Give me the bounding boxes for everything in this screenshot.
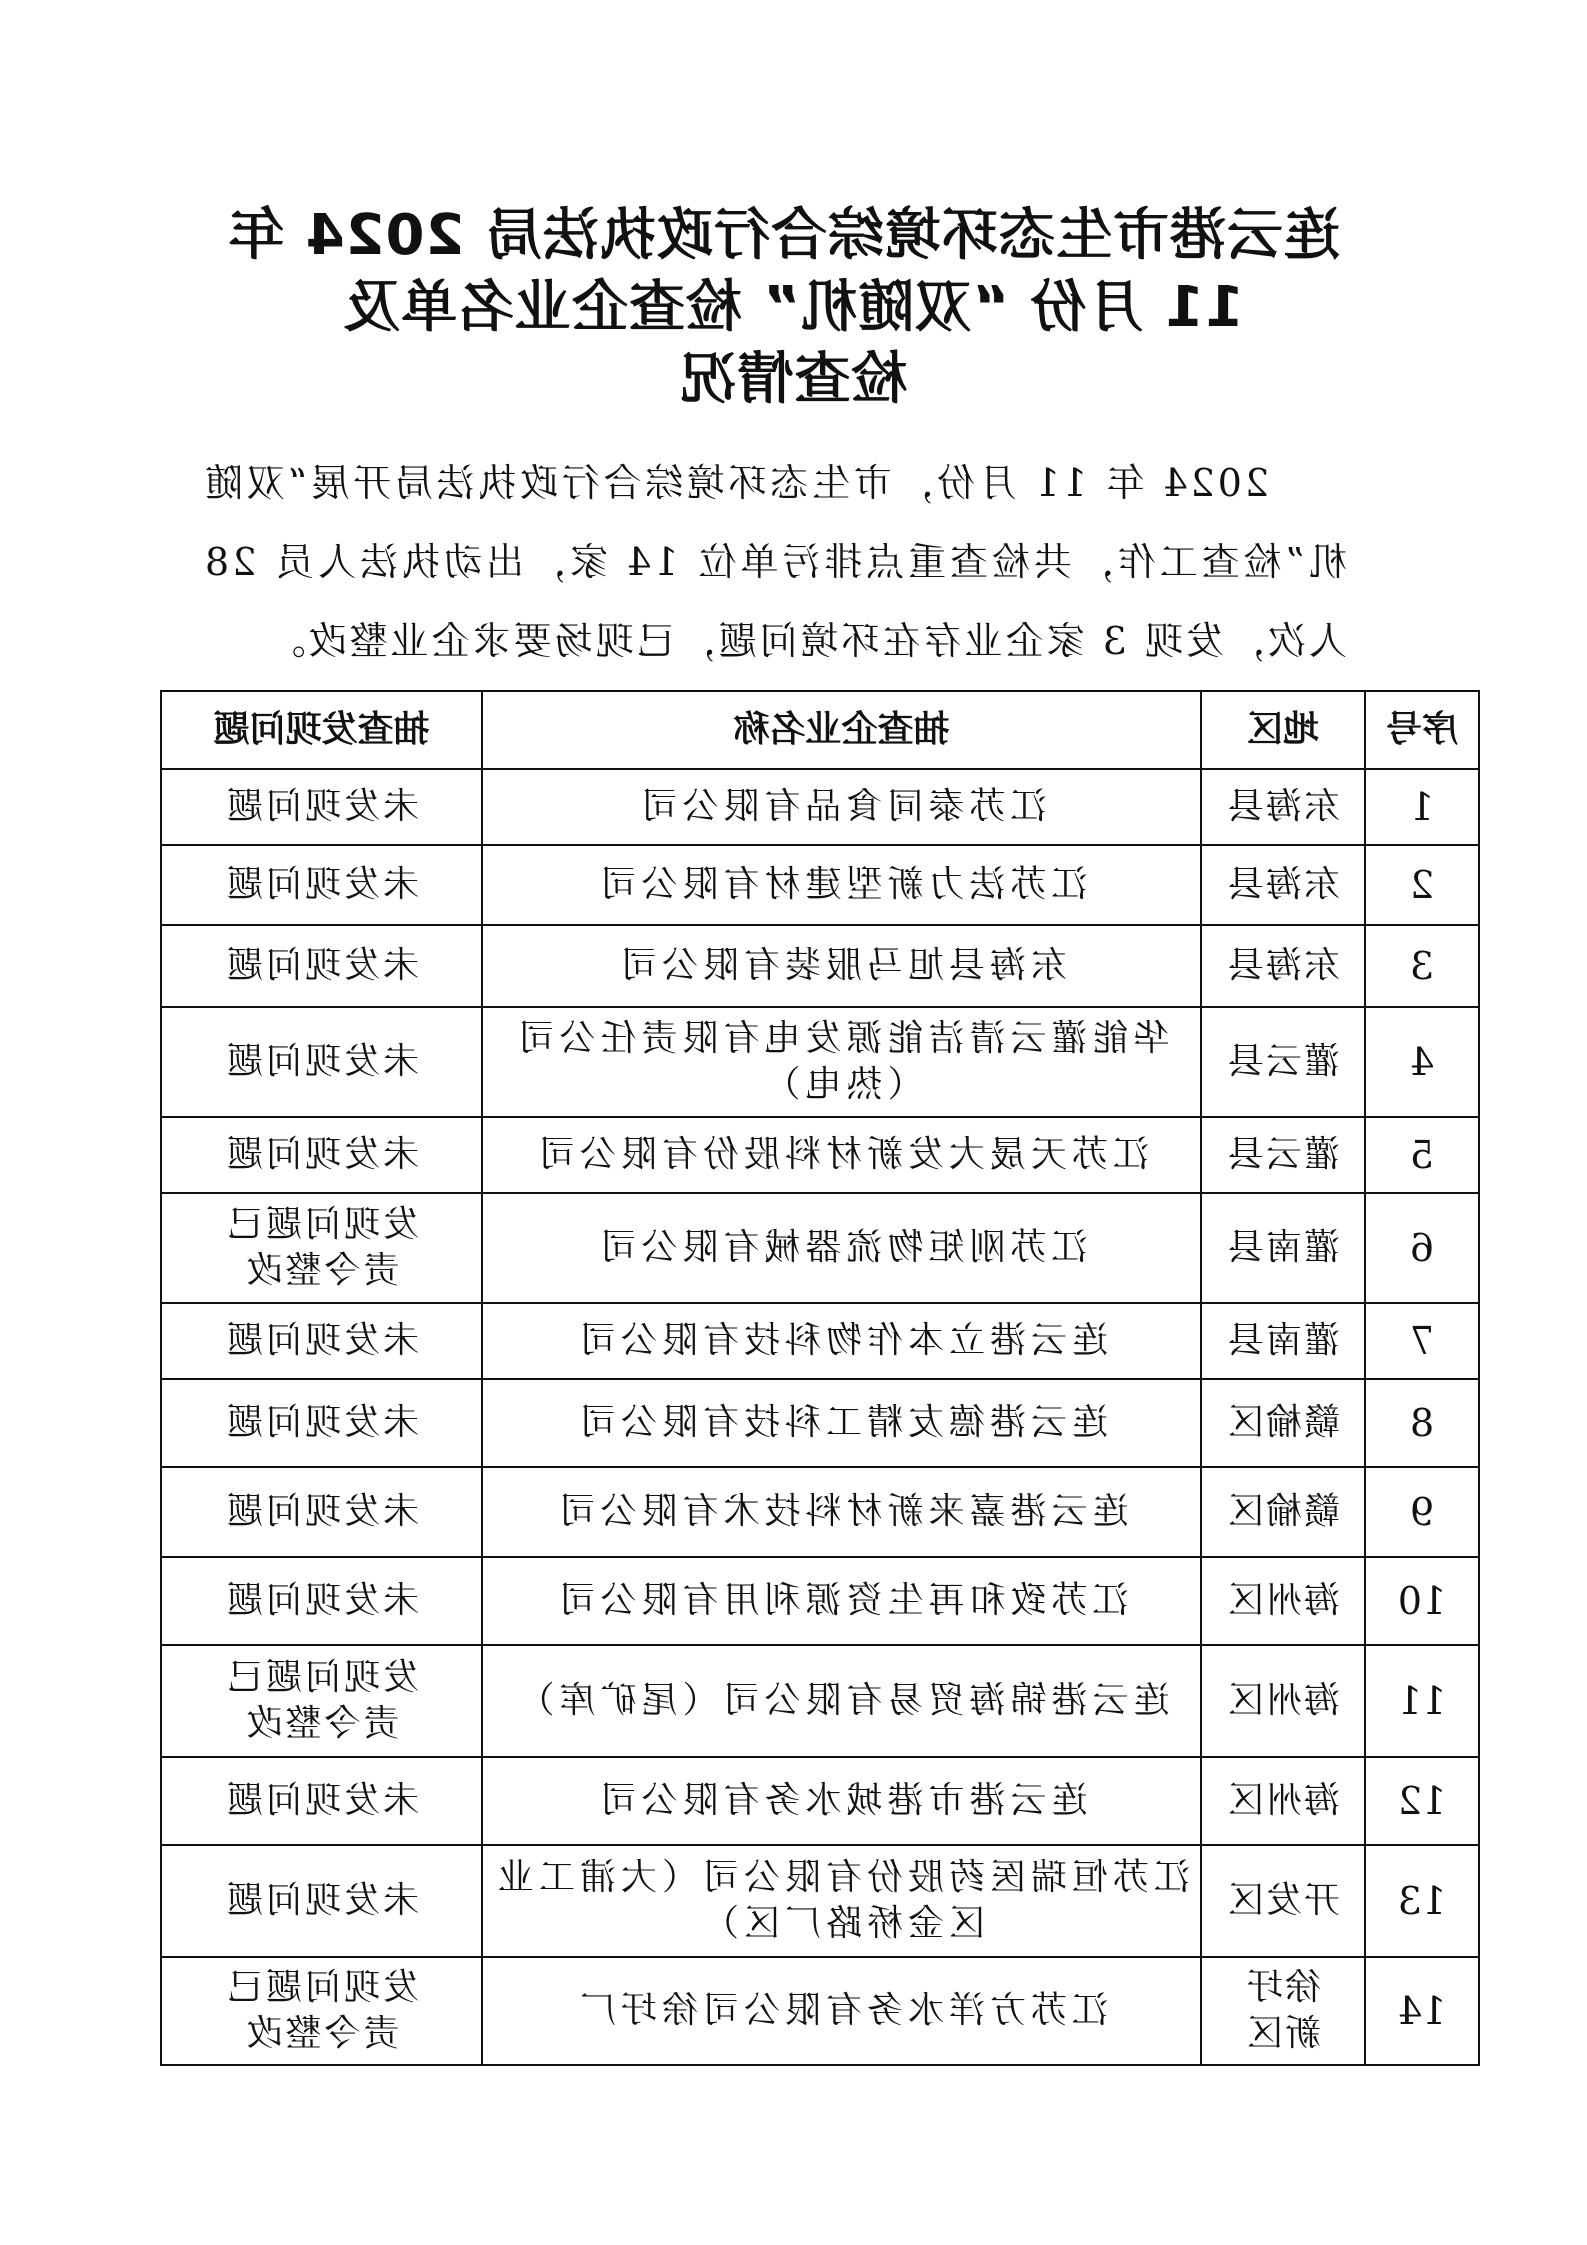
cell-result: 未发现问题 xyxy=(161,845,482,925)
cell-region: 海州区 xyxy=(1201,1645,1365,1757)
cell-result: 未发现问题 xyxy=(161,1007,482,1117)
cell-company: 连云港立本作物科技有限公司 xyxy=(482,1303,1201,1379)
header-result: 抽查发现问题 xyxy=(161,691,482,769)
cell-region: 海州区 xyxy=(1201,1557,1365,1645)
cell-result: 未发现问题 xyxy=(161,1379,482,1467)
cell-result: 未发现问题 xyxy=(161,925,482,1007)
cell-company: 连云港德友精工科技有限公司 xyxy=(482,1379,1201,1467)
cell-result: 发现问题已责令整改 xyxy=(161,1193,482,1303)
title-line: 11 月份 “双随机” 检查企业名单及 xyxy=(342,275,1245,340)
cell-no: 1 xyxy=(1365,769,1479,845)
table-row xyxy=(161,1845,1479,1957)
cell-company: 江苏致和再生资源利用有限公司 xyxy=(482,1557,1201,1645)
table-row xyxy=(161,925,1479,1007)
table-row xyxy=(161,1757,1479,1845)
cell-region: 东海县 xyxy=(1201,845,1365,925)
cell-region: 灌云县 xyxy=(1201,1007,1365,1117)
cell-result: 未发现问题 xyxy=(161,1757,482,1845)
cell-region: 徐圩新区 xyxy=(1201,1957,1365,2065)
table-row xyxy=(161,769,1479,845)
table-row xyxy=(161,1193,1479,1303)
cell-company: 东海县旭马服装有限公司 xyxy=(482,925,1201,1007)
cell-company: 江苏恒瑞医药股份有限公司（大浦工业区金桥路厂区） xyxy=(482,1845,1201,1957)
cell-result: 未发现问题 xyxy=(161,1467,482,1557)
cell-no: 12 xyxy=(1365,1757,1479,1845)
inspection-table xyxy=(160,690,1480,2066)
cell-company: 江苏法力新型建材有限公司 xyxy=(482,845,1201,925)
cell-company: 连云港嘉来新材料技术有限公司 xyxy=(482,1467,1201,1557)
cell-region: 开发区 xyxy=(1201,1845,1365,1957)
table-header-row xyxy=(161,691,1479,769)
cell-no: 8 xyxy=(1365,1379,1479,1467)
table-row xyxy=(161,1379,1479,1467)
table-row xyxy=(161,1557,1479,1645)
cell-no: 2 xyxy=(1365,845,1479,925)
title-line: 检查情况 xyxy=(679,347,908,412)
table-row xyxy=(161,1007,1479,1117)
cell-region: 赣榆区 xyxy=(1201,1467,1365,1557)
cell-no: 7 xyxy=(1365,1303,1479,1379)
document-title xyxy=(227,200,1340,416)
cell-result: 发现问题已责令整改 xyxy=(161,1645,482,1757)
table-row xyxy=(161,1957,1479,2065)
intro-paragraph: 2024 年 11 月份，市生态环境综合行政执法局开展“双随机”检查工作，共检查重点排污单位 14 家，出动执法人员 28 人次，发现 3 家企业存在环境问题，已现场要求企业整改。 xyxy=(202,461,1347,663)
cell-no: 5 xyxy=(1365,1117,1479,1193)
cell-result: 未发现问题 xyxy=(161,1117,482,1193)
cell-no: 11 xyxy=(1365,1645,1479,1757)
cell-no: 14 xyxy=(1365,1957,1479,2065)
cell-result: 发现问题已责令整改 xyxy=(161,1957,482,2065)
cell-result: 未发现问题 xyxy=(161,1845,482,1957)
cell-result: 未发现问题 xyxy=(161,1557,482,1645)
cell-company: 江苏泰同食品有限公司 xyxy=(482,769,1201,845)
cell-no: 13 xyxy=(1365,1845,1479,1957)
cell-no: 6 xyxy=(1365,1193,1479,1303)
cell-region: 海州区 xyxy=(1201,1757,1365,1845)
cell-region: 灌南县 xyxy=(1201,1303,1365,1379)
cell-no: 3 xyxy=(1365,925,1479,1007)
cell-region: 东海县 xyxy=(1201,925,1365,1007)
cell-result: 未发现问题 xyxy=(161,1303,482,1379)
table-row xyxy=(161,845,1479,925)
cell-company: 江苏刚矩物流器械有限公司 xyxy=(482,1193,1201,1303)
cell-no: 10 xyxy=(1365,1557,1479,1645)
cell-company: 江苏方洋水务有限公司徐圩厂 xyxy=(482,1957,1201,2065)
cell-no: 9 xyxy=(1365,1467,1479,1557)
cell-company: 连云港市港城水务有限公司 xyxy=(482,1757,1201,1845)
table-row xyxy=(161,1467,1479,1557)
cell-region: 灌南县 xyxy=(1201,1193,1365,1303)
cell-region: 灌云县 xyxy=(1201,1117,1365,1193)
cell-company: 江苏天晟大发新材料股份有限公司 xyxy=(482,1117,1201,1193)
header-region: 地区 xyxy=(1201,691,1365,769)
header-no: 序号 xyxy=(1365,691,1479,769)
table-row xyxy=(161,1117,1479,1193)
cell-region: 东海县 xyxy=(1201,769,1365,845)
cell-region: 赣榆区 xyxy=(1201,1379,1365,1467)
table-row xyxy=(161,1303,1479,1379)
title-line: 连云港市生态环境综合行政执法局 2024 年 xyxy=(227,203,1340,268)
cell-company: 连云港锦海贸易有限公司（尾矿库） xyxy=(482,1645,1201,1757)
header-company: 抽查企业名称 xyxy=(482,691,1201,769)
cell-no: 4 xyxy=(1365,1007,1479,1117)
table-row xyxy=(161,1645,1479,1757)
cell-result: 未发现问题 xyxy=(161,769,482,845)
cell-company: 华能灌云清洁能源发电有限责任公司（热电） xyxy=(482,1007,1201,1117)
